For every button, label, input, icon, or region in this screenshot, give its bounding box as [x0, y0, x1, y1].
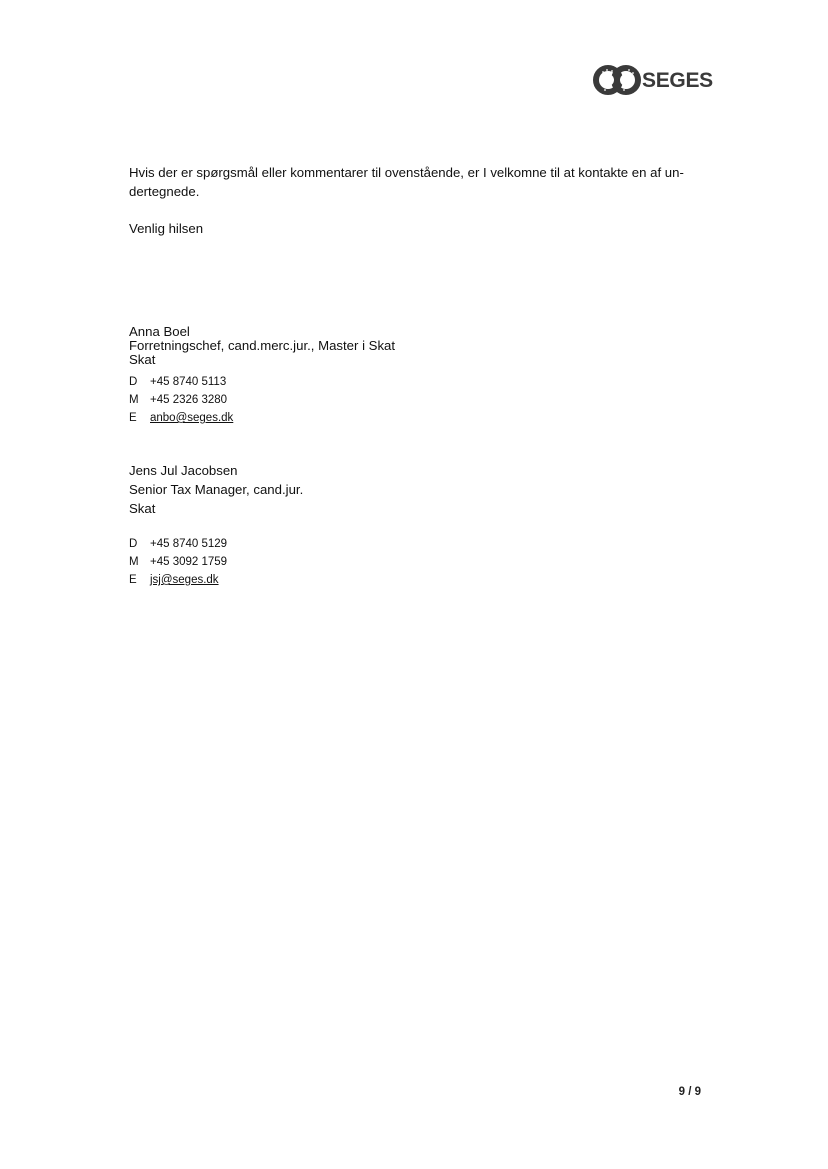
seges-logo-icon	[593, 64, 641, 96]
contact-email	[129, 409, 395, 427]
contact-list	[129, 373, 395, 427]
contact-label: E	[129, 412, 137, 424]
signature-block-anna-boel	[129, 325, 395, 427]
signatory-department: Skat	[129, 352, 156, 367]
body-paragraph: Hvis der er spørgsmål eller kommentarer til ovenstående, er I velkomne til at kontakte en af un- dertegnede.	[129, 165, 684, 199]
signatory-title: Senior Tax Manager, cand.jur.	[129, 482, 304, 497]
contact-label: D	[129, 538, 138, 550]
logo-wordmark: SEGES	[642, 68, 713, 92]
seges-logo	[593, 64, 713, 96]
signatory-name: Anna Boel	[129, 324, 190, 339]
signature-block-jens-jul-jacobsen	[129, 461, 303, 589]
contact-email	[129, 571, 303, 589]
email-link[interactable]: anbo@seges.dk	[150, 412, 234, 424]
contact-label: E	[129, 574, 137, 586]
signatory-name: Jens Jul Jacobsen	[129, 463, 238, 478]
contact-value: +45 2326 3280	[150, 394, 228, 406]
contact-direct-phone	[129, 535, 303, 553]
contact-mobile-phone	[129, 391, 395, 409]
contact-label: M	[129, 556, 139, 568]
contact-label: M	[129, 394, 139, 406]
signatory-department: Skat	[129, 501, 156, 516]
contact-direct-phone	[129, 373, 395, 391]
contact-mobile-phone	[129, 553, 303, 571]
contact-value: +45 8740 5113	[150, 376, 227, 388]
page-number: 9 / 9	[678, 1086, 701, 1098]
contact-list	[129, 535, 303, 589]
closing-greeting: Venlig hilsen	[129, 221, 204, 236]
contact-value: +45 8740 5129	[150, 538, 228, 550]
contact-label: D	[129, 376, 138, 388]
signatory-title: Forretningschef, cand.merc.jur., Master i Skat	[129, 338, 396, 353]
contact-value: +45 3092 1759	[150, 556, 228, 568]
email-link[interactable]: jsj@seges.dk	[150, 574, 219, 586]
